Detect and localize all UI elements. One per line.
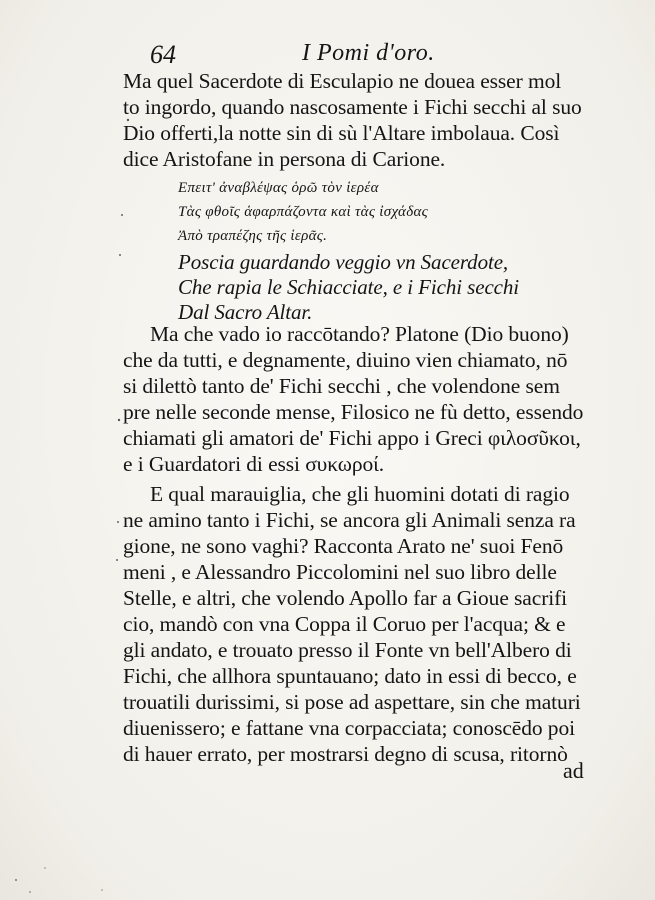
text-line: Fichi, che allhora spuntauano; dato in essi di becco, e	[123, 664, 577, 688]
text-line: pre nelle seconde mense, Filosico ne fù detto, essendo	[123, 400, 584, 424]
running-head: I Pomi d'oro.	[302, 40, 435, 66]
text-line: diuenissero; e fattane vna corpacciata; conoscēdo poi	[123, 716, 575, 740]
text-line: trouatili durissimi, si pose ad aspettare, sin che maturi	[123, 690, 581, 714]
text-line: ne amino tanto i Fichi, se ancora gli Animali senza ra	[123, 508, 576, 532]
text-line: di hauer errato, per mostrarsi degno di scusa, ritornò	[123, 742, 568, 766]
greek-verse-line: Τὰς φθοῖς ἁφαρπάζοντα καὶ τὰς ἰσχάδας	[178, 204, 429, 220]
verse-line: Che rapia le Schiacciate, e i Fichi secchi	[178, 275, 520, 299]
text-line: E qual marauiglia, che gli huomini dotati di ragio	[150, 482, 570, 506]
text-line: gione, ne sono vaghi? Racconta Arato ne' suoi Fenō	[123, 534, 564, 558]
text-line: Stelle, e altri, che volendo Apollo far a Gioue sacrifi	[123, 586, 568, 610]
text-line: Ma che vado io raccōtando? Platone (Dio buono)	[150, 322, 569, 346]
text-line: Dio offerti,la notte sin di sù l'Altare imbolaua. Così	[123, 121, 560, 145]
text-line: cio, mandò con vna Coppa il Coruo per l'acqua; & e	[123, 612, 566, 636]
text-line: che da tutti, e degnamente, diuino vien chiamato, nō	[123, 348, 568, 372]
text-line: Ma quel Sacerdote di Esculapio ne douea esser mol	[123, 69, 562, 93]
greek-verse-line: Επειτ' ἀναβλέψας ὁρῶ τὸν ἱερέα	[178, 180, 379, 196]
page-number: 64	[150, 40, 176, 69]
text-line: chiamati gli amatori de' Fichi appo i Greci φιλοσῦκοι,	[123, 426, 581, 450]
verse-line: Dal Sacro Altar.	[178, 300, 313, 324]
text-line: gli andato, e trouato presso il Fonte vn bell'Albero di	[123, 638, 572, 662]
greek-verse-line: Ἀπὸ τραπέζης τῆς ἱερᾶς.	[178, 228, 328, 244]
text-line: si dilettò tanto de' Fichi secchi , che volendone sem	[123, 374, 560, 398]
catchword: ad	[563, 758, 584, 783]
text-line: to ingordo, quando nascosamente i Fichi secchi al suo	[123, 95, 582, 119]
text-line: e i Guardatori di essi συκωροί.	[123, 452, 385, 476]
text-line: dice Aristofane in persona di Carione.	[123, 147, 446, 171]
text-line: meni , e Alessandro Piccolomini nel suo libro delle	[123, 560, 557, 584]
verse-line: Poscia guardando veggio vn Sacerdote,	[178, 250, 509, 274]
